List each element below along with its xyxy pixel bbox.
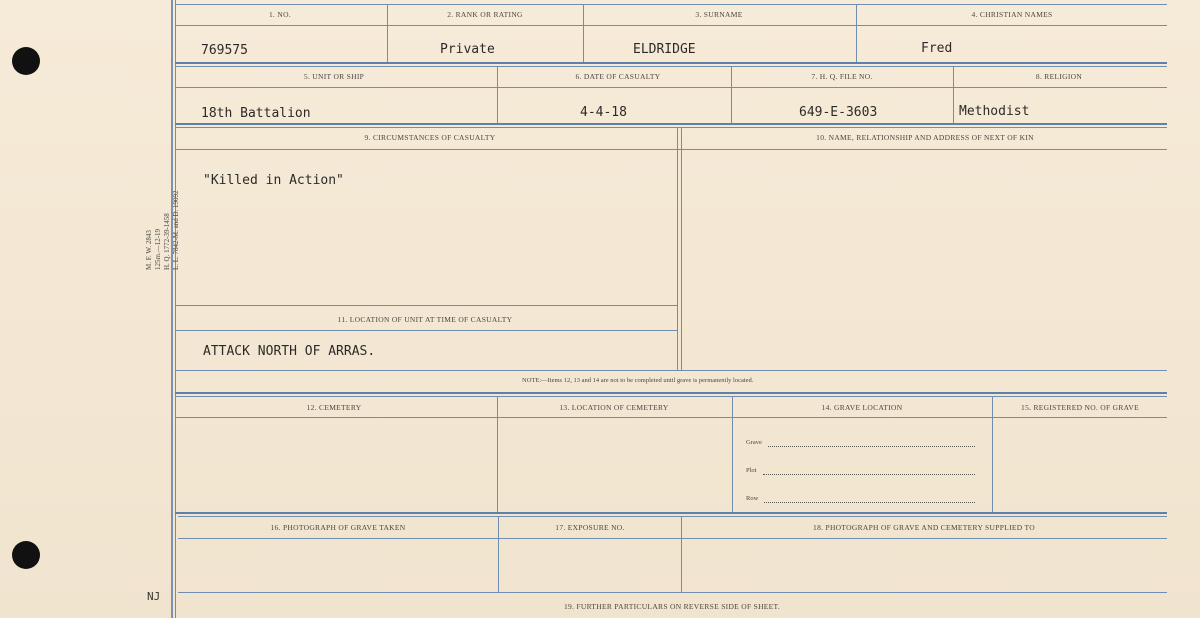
label-no: 1. NO. (268, 10, 292, 19)
value-date: 4-4-18 (580, 105, 627, 120)
label-next-of-kin: 10. NAME, RELATIONSHIP AND ADDRESS OF NEXT OF KIN (816, 133, 1034, 142)
value-unit: 18th Battalion (201, 106, 311, 121)
plot-field-label: Plot (746, 467, 757, 474)
initials: NJ (147, 590, 161, 603)
value-rank: Private (440, 42, 495, 57)
punch-hole-top (12, 47, 40, 75)
label-photograph-taken: 16. PHOTOGRAPH OF GRAVE TAKEN (270, 523, 406, 532)
label-cemetery: 12. CEMETERY (306, 403, 362, 412)
label-file-no: 7. H. Q. FILE NO. (811, 72, 873, 81)
label-date: 6. DATE OF CASUALTY (575, 72, 661, 81)
note-text: NOTE:—Items 12, 13 and 14 are not to be completed until grave is permanently located. (522, 377, 754, 384)
value-no: 769575 (201, 43, 248, 58)
label-surname: 3. SURNAME (695, 10, 743, 19)
label-grave-location: 14. GRAVE LOCATION (821, 403, 903, 412)
label-unit: 5. UNIT OR SHIP (303, 72, 365, 81)
value-file-no: 649-E-3603 (799, 105, 878, 120)
label-location-of-cemetery: 13. LOCATION OF CEMETERY (559, 403, 669, 412)
value-circumstances: "Killed in Action" (203, 173, 344, 188)
label-registered-no: 15. REGISTERED NO. OF GRAVE (1021, 403, 1139, 412)
row-field-label: Row (746, 495, 759, 502)
value-religion: Methodist (959, 104, 1030, 119)
label-location-of-unit: 11. LOCATION OF UNIT AT TIME OF CASUALTY (337, 315, 513, 324)
value-christian-names: Fred (921, 41, 953, 56)
label-christian-names: 4. CHRISTIAN NAMES (971, 10, 1053, 19)
form-codes: M. F. W. 2843 125m.—12-19 H. Q. 1772-39-1458 L. L. 7842-M. and D. 19092 (145, 190, 180, 270)
label-exposure-no: 17. EXPOSURE NO. (555, 523, 625, 532)
punch-hole-bottom (12, 541, 40, 569)
footer-note: 19. FURTHER PARTICULARS ON REVERSE SIDE OF SHEET. (563, 602, 781, 611)
label-rank: 2. RANK OR RATING (447, 10, 523, 19)
label-photograph-supplied: 18. PHOTOGRAPH OF GRAVE AND CEMETERY SUPPLIED TO (813, 523, 1035, 532)
value-surname: ELDRIDGE (633, 42, 696, 57)
label-religion: 8. RELIGION (1035, 72, 1083, 81)
label-circumstances: 9. CIRCUMSTANCES OF CASUALTY (364, 133, 496, 142)
value-location-of-unit: ATTACK NORTH OF ARRAS. (203, 344, 376, 359)
grave-field-label: Grave (746, 439, 762, 446)
